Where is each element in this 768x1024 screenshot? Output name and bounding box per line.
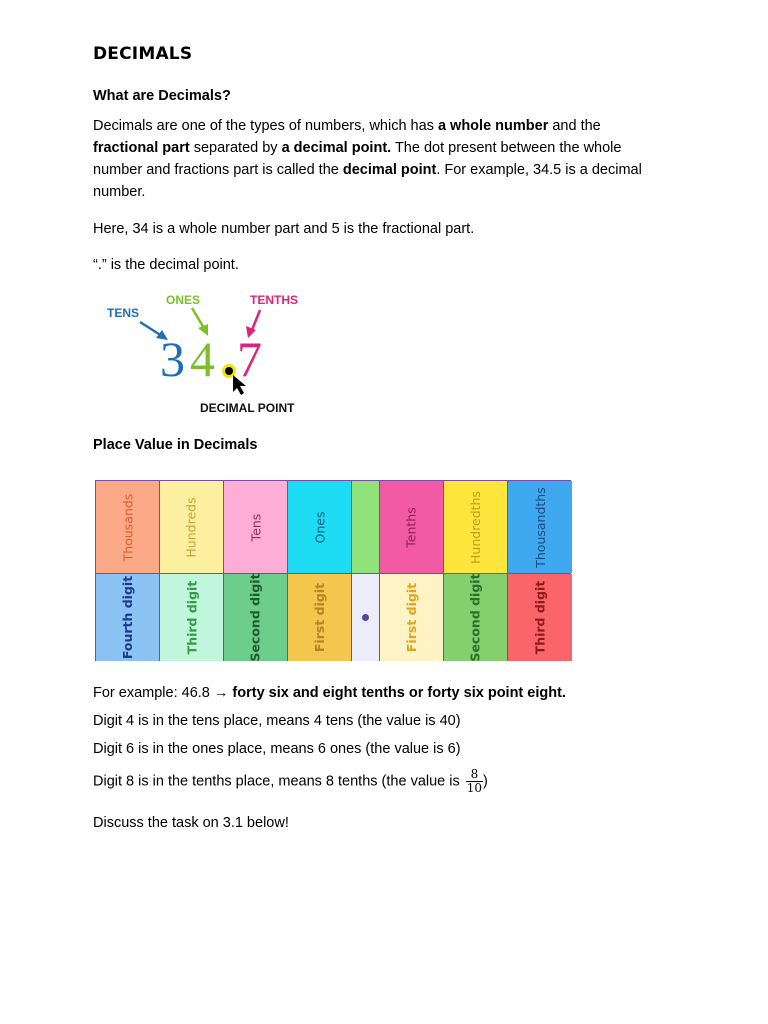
tens-arrow <box>140 322 162 336</box>
definition-paragraph <box>93 115 673 203</box>
place-header-cell <box>160 481 224 573</box>
example-line-1 <box>93 682 673 704</box>
place-header-cell <box>444 481 508 573</box>
section-heading-place-value: Place Value in Decimals <box>93 437 258 453</box>
place-header-label: Ones <box>312 511 327 543</box>
digit-position-label: First digit <box>312 582 328 653</box>
place-header-cell <box>508 481 572 573</box>
digit-tenths: 7 <box>237 331 262 387</box>
digit-position-cell <box>380 574 444 661</box>
digit-position-cell <box>96 574 160 661</box>
para-text: The dot present between the whole number and fractions part is called the <box>93 140 622 178</box>
example-line-5: Discuss the task on 3.1 below! <box>93 815 289 831</box>
para-text: Decimals are one of the types of numbers, which has <box>93 118 438 134</box>
whole-fraction-paragraph: Here, 34 is a whole number part and 5 is the fractional part. <box>93 221 475 237</box>
place-header-cell <box>352 481 380 573</box>
place-value-table <box>95 480 571 661</box>
example-text: ) <box>483 773 488 790</box>
digit-tens: 3 <box>160 331 185 387</box>
place-header-label: Thousands <box>120 493 136 561</box>
page-title: DECIMALS <box>93 44 193 64</box>
decimal-point-dot <box>362 614 369 621</box>
para-text: . For example, 34.5 is a decimal number. <box>93 162 642 200</box>
fraction-8-10 <box>466 768 483 795</box>
example-text: Digit 8 is in the tenths place, means 8 tenths (the value is <box>93 773 464 790</box>
para-bold: decimal point <box>342 162 437 178</box>
place-header-cell <box>380 481 444 573</box>
digit-position-label: First digit <box>404 582 420 653</box>
digit-position-label: Fourth digit <box>120 575 136 660</box>
digit-ones: 4 <box>190 331 215 387</box>
digit-position-cell <box>508 574 572 661</box>
example-bold-text: forty six and eight tenths or forty six point eight. <box>228 685 566 701</box>
digit-position-label: Third digit <box>184 580 199 655</box>
label-decimal-point: DECIMAL POINT <box>200 401 295 415</box>
example-line-3: Digit 6 is in the ones place, means 6 ones (the value is 6) <box>93 741 461 757</box>
decimal-point-dot <box>225 367 233 375</box>
example-line-2: Digit 4 is in the tens place, means 4 tens (the value is 40) <box>93 713 461 729</box>
example-line-4 <box>93 768 673 795</box>
label-tenths: TENTHS <box>250 293 298 307</box>
digit-position-label: Second digit <box>248 573 263 662</box>
para-bold: a decimal point. <box>281 140 392 156</box>
digit-position-cell <box>224 574 288 661</box>
para-text: separated by <box>189 140 282 156</box>
place-header-cell <box>96 481 160 573</box>
place-header-label: Hundreds <box>184 496 199 558</box>
para-text: and the <box>548 118 601 134</box>
place-header-label: Hundredths <box>468 490 484 564</box>
digit-position-cell <box>352 574 380 661</box>
ones-arrow <box>192 308 204 328</box>
digit-position-label: Third digit <box>532 580 548 655</box>
example-text: For example: 46.8 <box>93 685 214 701</box>
place-header-cell <box>224 481 288 573</box>
digit-position-label: Second digit <box>468 573 483 662</box>
digit-position-cell <box>444 574 508 661</box>
place-header-cell <box>288 481 352 573</box>
label-ones: ONES <box>166 293 201 307</box>
para-bold: a whole number <box>437 118 549 134</box>
fraction-denominator: 10 <box>466 781 483 795</box>
digit-position-cell <box>288 574 352 661</box>
fraction-numerator: 8 <box>466 768 483 782</box>
label-tens: TENS <box>107 306 140 320</box>
arrow-icon: → <box>213 685 229 701</box>
section-heading-what-are-decimals: What are Decimals? <box>93 88 231 104</box>
para-bold: fractional part <box>93 140 190 156</box>
place-value-diagram-34-7 <box>96 284 316 420</box>
place-header-label: Thousandths <box>532 486 548 568</box>
place-header-label: Tenths <box>404 506 419 548</box>
digit-position-cell <box>160 574 224 661</box>
tenths-arrow <box>252 310 260 330</box>
decimal-point-note: “.” is the decimal point. <box>93 257 239 273</box>
place-header-label: Tens <box>247 513 263 541</box>
